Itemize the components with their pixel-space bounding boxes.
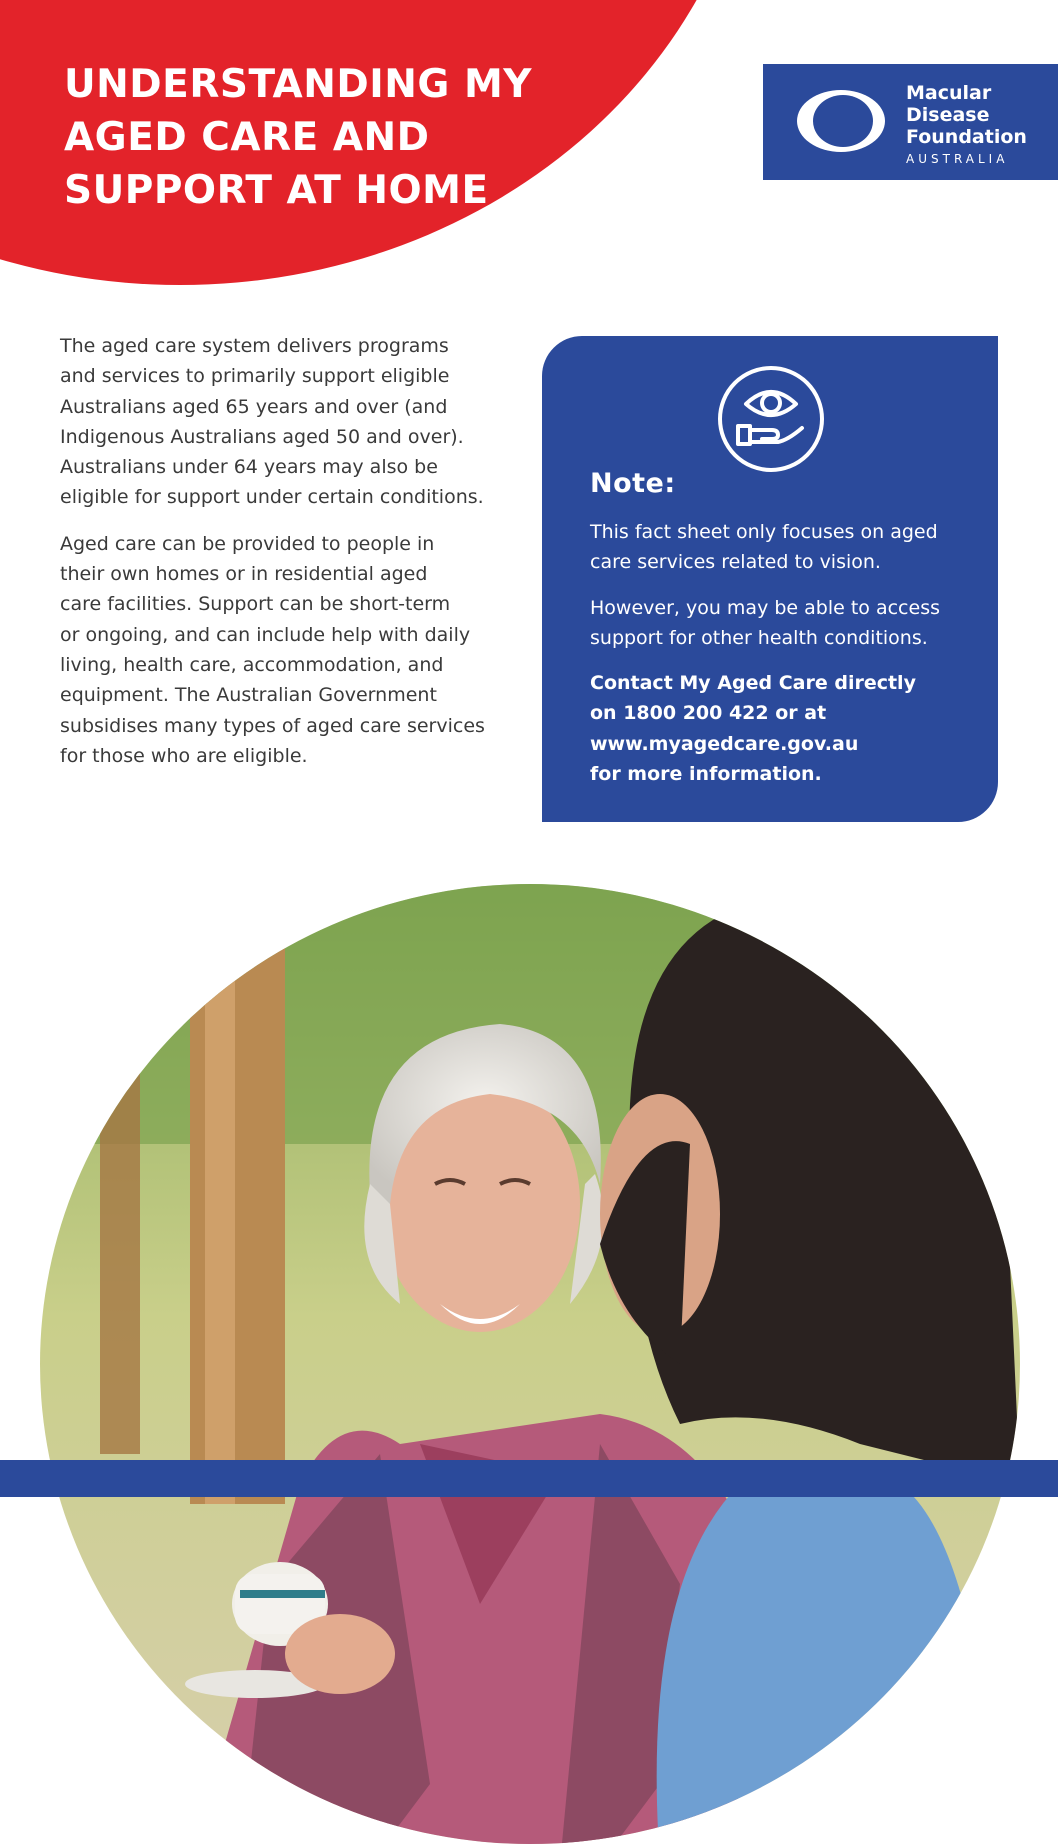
logo-line: Foundation — [906, 126, 1027, 148]
title-line: AGED CARE AND — [64, 115, 430, 160]
text-line: or ongoing, and can include help with daily — [60, 623, 471, 646]
text-line: Contact My Aged Care directly — [590, 672, 916, 695]
note-callout — [542, 336, 998, 822]
text-line: support for other health conditions. — [590, 626, 928, 649]
text-line: The aged care system delivers programs — [60, 335, 449, 357]
intro-paragraph-2 — [60, 529, 500, 771]
note-paragraph-2 — [590, 593, 980, 654]
text-line: eligible for support under certain conditions. — [60, 486, 484, 509]
text-line: on 1800 200 422 or at — [590, 702, 827, 725]
text-line: subsidises many types of aged care services — [60, 714, 485, 737]
note-contact — [590, 668, 980, 789]
text-line: and services to primarily support eligible — [60, 365, 450, 388]
title-line: SUPPORT AT HOME — [64, 168, 489, 213]
text-line: Indigenous Australians aged 50 and over). — [60, 425, 464, 448]
intro-text — [60, 331, 500, 787]
page-title — [64, 58, 532, 217]
note-paragraph-1 — [590, 517, 980, 578]
text-line: care services related to vision. — [590, 551, 881, 574]
text-line: Australians aged 65 years and over (and — [60, 395, 448, 418]
eye-logo-icon — [795, 88, 887, 154]
text-line: care facilities. Support can be short-term — [60, 593, 451, 616]
text-line: for more information. — [590, 763, 822, 786]
note-body — [590, 517, 980, 804]
macular-disease-foundation-logo[interactable] — [763, 64, 1058, 180]
text-line: Australians under 64 years may also be — [60, 456, 438, 479]
contact-website-link[interactable]: www.myagedcare.gov.au — [590, 732, 859, 755]
text-line: for those who are eligible. — [60, 744, 308, 767]
eye-care-hand-icon — [716, 364, 826, 478]
footer-bar — [0, 1460, 1058, 1497]
logo-wordmark — [906, 82, 1027, 168]
logo-line: Disease — [906, 104, 990, 126]
text-line: living, health care, accommodation, and — [60, 653, 444, 676]
text-line: This fact sheet only focuses on aged — [590, 521, 938, 543]
note-heading: Note: — [590, 468, 676, 499]
text-line: However, you may be able to access — [590, 596, 940, 619]
text-line: equipment. The Australian Government — [60, 684, 437, 707]
logo-country: AUSTRALIA — [906, 152, 1009, 166]
intro-paragraph-1 — [60, 331, 500, 513]
logo-line: Macular — [906, 82, 992, 104]
title-line: UNDERSTANDING MY — [64, 62, 533, 107]
photo-elderly-woman-with-carer — [40, 884, 1020, 1844]
text-line: Aged care can be provided to people in — [60, 532, 435, 555]
text-line: their own homes or in residential aged — [60, 563, 428, 586]
